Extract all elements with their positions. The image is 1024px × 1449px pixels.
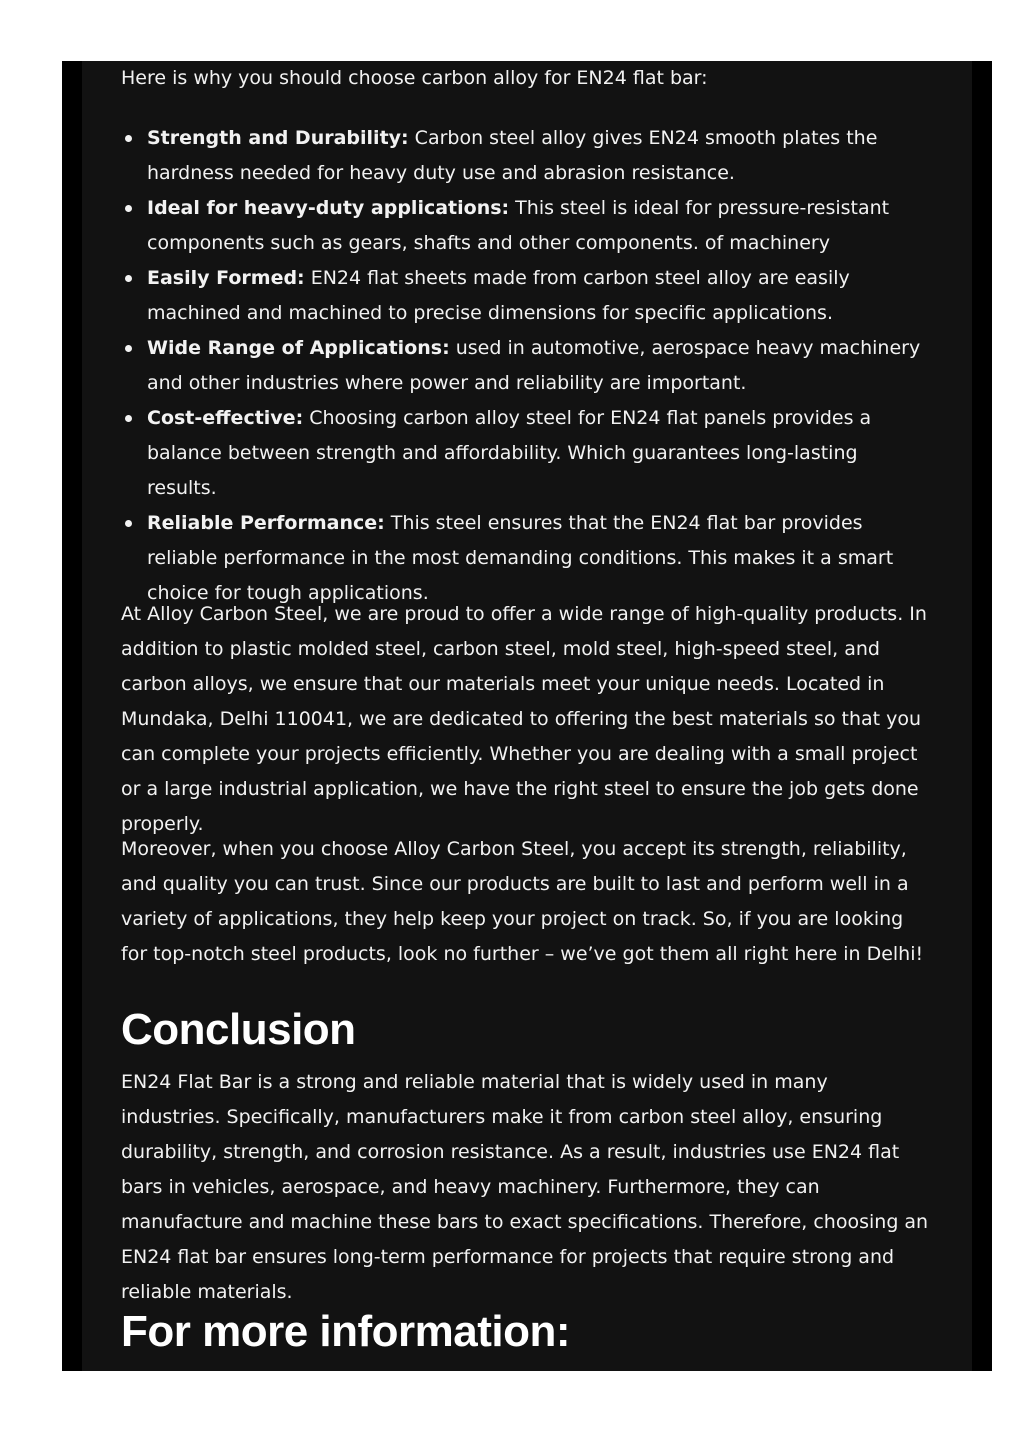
moreover-paragraph: Moreover, when you choose Alloy Carbon Steel, you accept its strength, reliability, and quality you can trust. Since our products are built to last and perform well in a variety of applications, they help keep your project on track. So, if you are looking for top-notch steel products, look no further – we’ve got them all right here in Delhi! [121, 838, 924, 965]
benefit-text: EN24 flat sheets made from carbon steel alloy are easily machined and machined to precise dimensions for specific applications. [147, 267, 850, 324]
list-item [121, 331, 933, 401]
bullet-icon [125, 520, 132, 527]
bullet-icon [125, 135, 132, 142]
conclusion-heading: Conclusion [121, 1005, 356, 1054]
bullet-icon [125, 415, 132, 422]
benefit-text: This steel is ideal for pressure-resistant components such as gears, shafts and other components. of machinery [147, 197, 890, 254]
benefit-title: Reliable Performance: [147, 512, 385, 534]
bullet-icon [125, 345, 132, 352]
list-item [121, 261, 933, 331]
benefit-text: Choosing carbon alloy steel for EN24 flat panels provides a balance between strength and affordability. Which guarantees long-lasting results. [147, 407, 872, 499]
benefit-title: Easily Formed: [147, 267, 305, 289]
conclusion-paragraph: EN24 Flat Bar is a strong and reliable material that is widely used in many industries. Specifically, manufacturers make it from carbon steel alloy, ensuring durability, strength, and corrosion resistance. As a result, industries use EN24 flat bars in vehicles, aerospace, and heavy machinery. Furthermore, they can manufacture and machine these bars to exact specifications. Therefore, choosing an EN24 flat bar ensures long-term performance for projects that require strong and reliable materials. [121, 1071, 929, 1303]
benefit-title: Ideal for heavy-duty applications: [147, 197, 510, 219]
list-item [121, 401, 933, 506]
benefit-text: This steel ensures that the EN24 flat bar provides reliable performance in the most demanding conditions. This makes it a smart choice for tough applications. [147, 512, 894, 604]
list-item [121, 121, 933, 191]
intro-text: Here is why you should choose carbon alloy for EN24 flat bar: [121, 67, 708, 89]
list-item [121, 191, 933, 261]
benefit-title: Strength and Durability: [147, 127, 409, 149]
bullet-icon [125, 275, 132, 282]
about-paragraph: At Alloy Carbon Steel, we are proud to offer a wide range of high-quality products. In addition to plastic molded steel, carbon steel, mold steel, high-speed steel, and carbon alloys, we ensure that our materials meet your unique needs. Located in Mundaka, Delhi 110041, we are dedicated to offering the best materials so that you can complete your projects efficiently. Whether you are dealing with a small project or a large industrial application, we have the right steel to ensure the job gets done properly. [121, 603, 927, 835]
benefit-text: Carbon steel alloy gives EN24 smooth plates the hardness needed for heavy duty use and abrasion resistance. [147, 127, 878, 184]
more-info-heading: For more information: [121, 1307, 571, 1356]
list-item [121, 506, 933, 611]
article-panel [82, 61, 972, 1371]
bullet-icon [125, 205, 132, 212]
benefits-list [121, 121, 933, 611]
benefit-title: Cost-effective: [147, 407, 304, 429]
benefit-text: used in automotive, aerospace heavy machinery and other industries where power and reliability are important. [147, 337, 921, 394]
benefit-title: Wide Range of Applications: [147, 337, 450, 359]
